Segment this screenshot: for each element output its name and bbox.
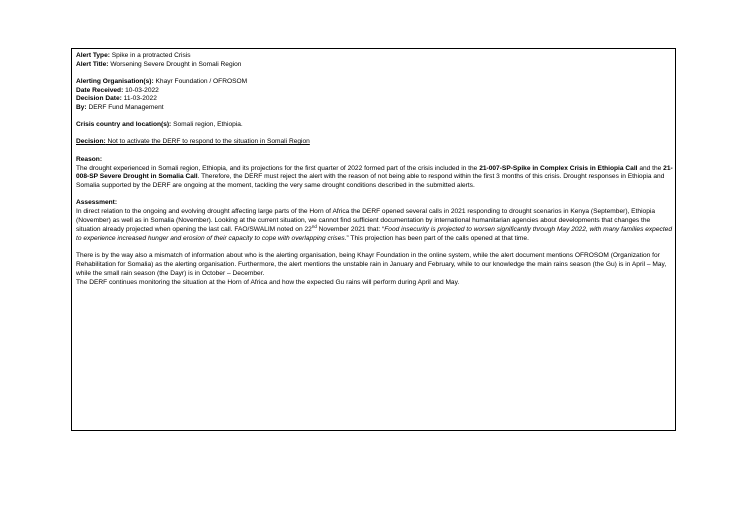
- decision-date: [76, 95, 673, 104]
- assessment-heading: Assessment:: [76, 199, 118, 207]
- decision-box: [71, 48, 676, 431]
- alert-title-label: Alert Title:: [76, 60, 109, 68]
- alert-type: [76, 52, 673, 61]
- call-somalia: 21-008-SP Severe Drought in Somalia Call: [76, 164, 673, 181]
- date-received: [76, 87, 673, 96]
- by-label: By:: [76, 104, 87, 112]
- location-value: Somali region, Ethiopia.: [171, 121, 243, 129]
- org-label: Alerting Organisation(s):: [76, 77, 154, 85]
- assessment-paragraph: In direct relation to the ongoing and evolving drought affecting large parts of the Horn of Africa the DERF opened several calls in 2021 responding to drought scenarios in Kenya (September), Ethiopia (November) as well as in Somalia (November). Looking at the current situation, we cannot find sufficient documentation by international humanitarian agencies about developments that changes the situation already projected when opening the last call. FAO/SWALIM noted on 22nd November 2021 that: “Food insecurity is projected to worsen significantly through May 2022, with many families expected to experience increased hunger and erosion of their capacity to cope with overlapping crises.” This projection has been part of the calls opened at that time.: [76, 207, 672, 242]
- decision-date-label: Decision Date:: [76, 95, 122, 103]
- fao-quote: Food insecurity is projected to worsen significantly through May 2022, with many families expected to experience increased hunger and erosion of their capacity to cope with overlapping crises: [76, 225, 672, 242]
- mismatch-paragraph: There is by the way also a mismatch of information about who is the alerting organisation, being Khayr Foundation in the online system, while the alert document mentions OFROSOM (Organization for Rehabilitation for Somalia) as the alerting organisation. Furthermore, the alert mentions the unstable rain in January and February, while to our knowledge the main rains season (the Gu) is in April – May, while the small rain season (the Dayr) is in October – December.: [76, 252, 667, 278]
- alert-title: [76, 61, 673, 70]
- decision-label: Decision:: [76, 137, 106, 145]
- ordinal-suffix: nd: [311, 223, 317, 229]
- by-value: DERF Fund Management: [86, 104, 164, 112]
- org-value: Khayr Foundation / OFROSOM: [153, 77, 248, 85]
- monitoring-paragraph: The DERF continues monitoring the situation at the Horn of Africa and how the expected Gu rains will perform during April and May.: [76, 278, 460, 286]
- received-value: 10-03-2022: [123, 86, 159, 94]
- decision-date-value: 11-03-2022: [121, 95, 157, 103]
- received-label: Date Received:: [76, 86, 124, 94]
- location-label: Crisis country and location(s):: [76, 121, 172, 129]
- decision-content: [76, 52, 673, 288]
- alert-type-label: Alert Type:: [76, 52, 110, 59]
- decided-by: [76, 104, 673, 113]
- alerting-organisation: [76, 78, 673, 87]
- crisis-location: [76, 121, 673, 130]
- call-ethiopia: 21-007-SP-Spike in Complex Crisis in Ethiopia Call: [479, 164, 638, 172]
- alert-type-value: Spike in a protracted Crisis: [109, 52, 191, 59]
- reason-heading: Reason:: [76, 155, 103, 163]
- decision-value: Not to activate the DERF to respond to the situation in Somali Region: [105, 137, 310, 145]
- alert-title-value: Worsening Severe Drought in Somali Region: [108, 60, 242, 68]
- decision-line: [76, 138, 673, 147]
- reason-paragraph: The drought experienced in Somali region, Ethiopia, and its projections for the first quarter of 2022 formed part of the crisis included in the 21-007-SP-Spike in Complex Crisis in Ethiopia Call and the 21-008-SP Severe Drought in Somalia Call. Therefore, the DERF must reject the alert with the reason of not being able to respond within the first 3 months of this crisis. Drought responses in Ethiopia and Somalia supported by the DERF are ongoing at the moment, tackling the very same drought conditions described in the submitted alerts.: [76, 164, 673, 190]
